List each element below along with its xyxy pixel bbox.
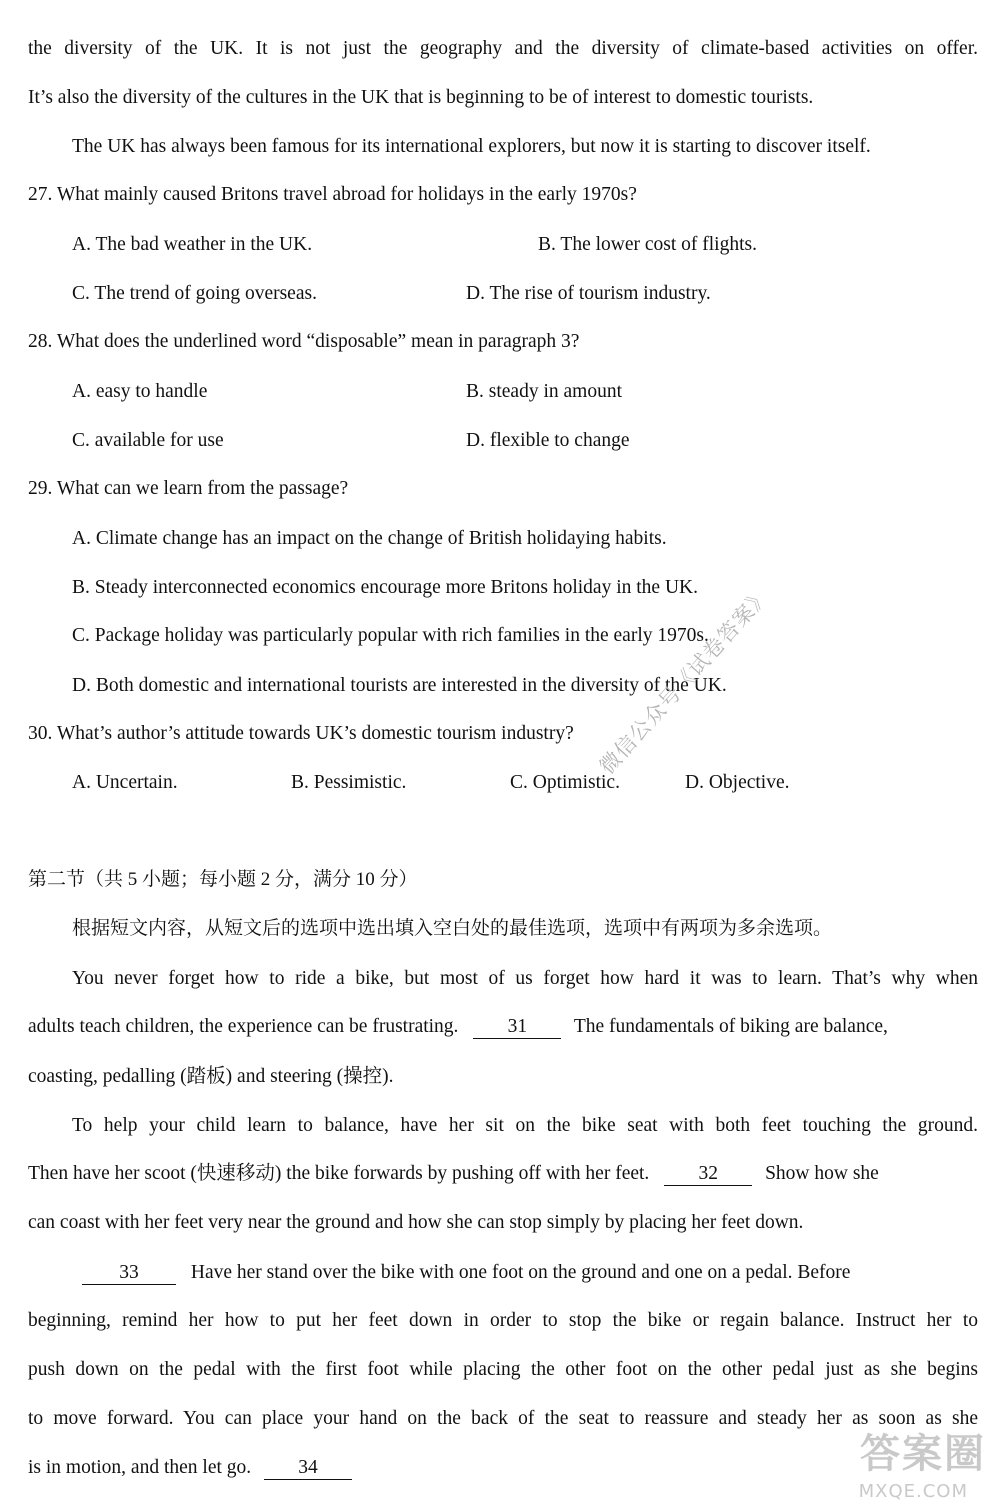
q30-option-row (72, 770, 978, 796)
q27-option-row (72, 281, 978, 307)
question-27-stem: 27. What mainly caused Britons travel abroad for holidays in the early 1970s? (28, 184, 637, 205)
blank-34[interactable]: 34 (264, 1457, 352, 1480)
q27-option-d[interactable]: D. The rise of tourism industry. (466, 283, 711, 304)
q27-option-a[interactable]: A. The bad weather in the UK. (72, 234, 313, 255)
q29-option-c[interactable]: C. Package holiday was particularly popular with rich families in the early 1970s. (72, 625, 709, 646)
passage-line: the diversity of the UK. It is not just the geography and the diversity of climate-based activities on offer. (28, 38, 978, 59)
section-instruction: 根据短文内容，从短文后的选项中选出填入空白处的最佳选项，选项中有两项为多余选项。 (72, 918, 833, 939)
passage-line: to move forward. You can place your hand on the back of the seat to reassure and steady her as soon as she (28, 1408, 978, 1429)
q28-option-row (72, 379, 978, 405)
passage-text: Show how she (765, 1163, 879, 1184)
passage-text: Then have her scoot (快速移动) the bike forwards by pushing off with her feet. (28, 1163, 650, 1184)
q30-option-d[interactable]: D. Objective. (685, 772, 790, 793)
q27-option-c[interactable]: C. The trend of going overseas. (72, 283, 317, 304)
passage-line: To help your child learn to balance, have her sit on the bike seat with both feet touching the ground. (72, 1115, 978, 1136)
blank-32[interactable]: 32 (664, 1163, 752, 1186)
passage-text: adults teach children, the experience can be frustrating. (28, 1016, 459, 1037)
passage-line: beginning, remind her how to put her feet down in order to stop the bike or regain balance. Instruct her to (28, 1310, 978, 1331)
q28-option-row (72, 428, 978, 454)
passage-paragraph: The UK has always been famous for its international explorers, but now it is starting to discover itself. (72, 136, 871, 157)
q29-option-d[interactable]: D. Both domestic and international tourists are interested in the diversity of the UK. (72, 675, 727, 696)
logo-url: MXQE.COM (858, 1481, 968, 1502)
q27-option-row (72, 232, 978, 258)
q29-option-a[interactable]: A. Climate change has an impact on the change of British holidaying habits. (72, 528, 667, 549)
q30-option-c[interactable]: C. Optimistic. (510, 772, 620, 793)
passage-line-with-blank (82, 1260, 978, 1286)
corner-watermark-logo (836, 1422, 986, 1502)
passage-line-with-blank (28, 1014, 978, 1040)
blank-33[interactable]: 33 (82, 1262, 176, 1285)
passage-text: The fundamentals of biking are balance, (573, 1016, 888, 1037)
passage-line: can coast with her feet very near the ground and how she can stop simply by placing her feet down. (28, 1212, 804, 1233)
passage-line: You never forget how to ride a bike, but most of us forget how hard it was to learn. That’s why when (72, 968, 978, 989)
watermark-text: 微信公众号《试卷答案》 (594, 582, 775, 779)
q28-option-c[interactable]: C. available for use (72, 430, 224, 451)
q28-option-b[interactable]: B. steady in amount (466, 381, 622, 402)
q30-option-b[interactable]: B. Pessimistic. (291, 772, 407, 793)
passage-text: is in motion, and then let go. (28, 1457, 252, 1478)
passage-line: It’s also the diversity of the cultures in the UK that is beginning to be of interest to domestic tourists. (28, 87, 814, 108)
q27-option-b[interactable]: B. The lower cost of flights. (538, 234, 757, 255)
question-29-stem: 29. What can we learn from the passage? (28, 478, 349, 499)
q30-option-a[interactable]: A. Uncertain. (72, 772, 178, 793)
q28-option-a[interactable]: A. easy to handle (72, 381, 208, 402)
q28-option-d[interactable]: D. flexible to change (466, 430, 630, 451)
question-28-stem: 28. What does the underlined word “disposable” mean in paragraph 3? (28, 331, 580, 352)
section-heading: 第二节（共 5 小题；每小题 2 分，满分 10 分） (28, 869, 418, 890)
passage-line-with-blank (28, 1161, 978, 1187)
passage-line: coasting, pedalling (踏板) and steering (操控). (28, 1066, 394, 1087)
passage-line: push down on the pedal with the first foot while placing the other foot on the other pedal just as she begins (28, 1359, 978, 1380)
blank-31[interactable]: 31 (473, 1016, 561, 1039)
passage-text: Have her stand over the bike with one foot on the ground and one on a pedal. Before (190, 1262, 851, 1283)
logo-text: 答案圈 (860, 1431, 986, 1477)
question-30-stem: 30. What’s author’s attitude towards UK’s domestic tourism industry? (28, 723, 574, 744)
q29-option-b[interactable]: B. Steady interconnected economics encourage more Britons holiday in the UK. (72, 577, 698, 598)
